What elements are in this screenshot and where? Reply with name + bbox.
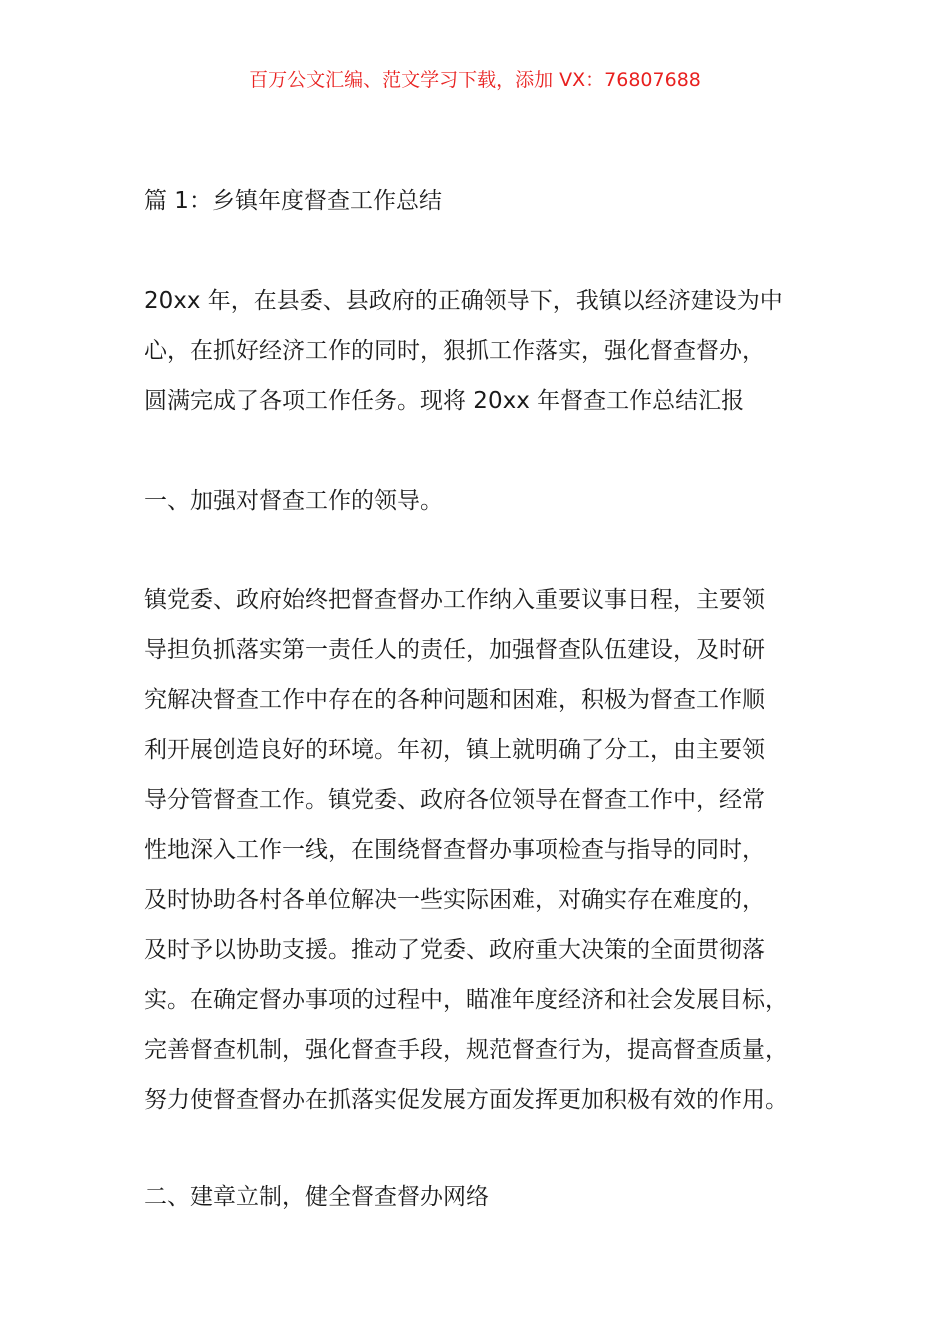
paragraph-line: 导担负抓落实第一责任人的责任，加强督查队伍建设，及时研: [144, 637, 765, 663]
paragraph-line: 实。在确定督办事项的过程中，瞄准年度经济和社会发展目标，: [144, 987, 788, 1013]
paragraph-line: 导分管督查工作。镇党委、政府各位领导在督查工作中，经常: [144, 787, 765, 813]
paragraph-line: 及时予以协助支援。推动了党委、政府重大决策的全面贯彻落: [144, 937, 765, 963]
intro-line: 心，在抓好经济工作的同时，狠抓工作落实，强化督查督办，: [144, 338, 765, 364]
section1-paragraph: [144, 575, 834, 1125]
intro-paragraph: [144, 276, 834, 426]
paragraph-line: 性地深入工作一线，在围绕督查督办事项检查与指导的同时，: [144, 837, 765, 863]
intro-line: 20xx 年，在县委、县政府的正确领导下，我镇以经济建设为中: [144, 288, 783, 314]
header-watermark: 百万公文汇编、范文学习下载，添加 VX：76807688: [249, 69, 701, 91]
document-title: [144, 176, 834, 226]
paragraph-line: 完善督查机制，强化督查手段，规范督查行为，提高督查质量，: [144, 1037, 788, 1063]
paragraph-line: 究解决督查工作中存在的各种问题和困难，积极为督查工作顺: [144, 687, 765, 713]
section2-heading-text: 二、建章立制，健全督查督办网络: [144, 1184, 489, 1210]
section1-heading: [144, 476, 834, 526]
paragraph-line: 利开展创造良好的环境。年初，镇上就明确了分工，由主要领: [144, 737, 765, 763]
paragraph-line: 努力使督查督办在抓落实促发展方面发挥更加积极有效的作用。: [144, 1087, 788, 1113]
section1-heading-text: 一、加强对督查工作的领导。: [144, 488, 443, 514]
intro-line: 圆满完成了各项工作任务。现将 20xx 年督查工作总结汇报: [144, 388, 745, 414]
section2-heading: [144, 1172, 834, 1222]
paragraph-line: 及时协助各村各单位解决一些实际困难，对确实存在难度的，: [144, 887, 765, 913]
paragraph-line: 镇党委、政府始终把督查督办工作纳入重要议事日程，主要领: [144, 587, 765, 613]
title-text: 篇 1：乡镇年度督查工作总结: [144, 188, 442, 214]
